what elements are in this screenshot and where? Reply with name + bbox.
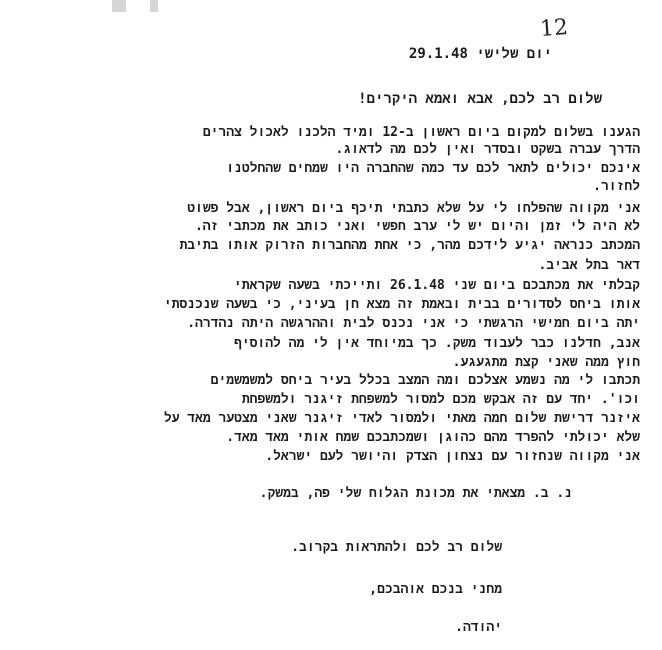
body-line: שלא יכולתי להפרד מהם כהוגן ושמכתבכם שמח אותי מאד מאד.: [226, 430, 640, 445]
body-line: אותו ביחס לסדורים בבית ובאמת זה מצא חן בעיני, כי בשעה שנכנסתי: [163, 297, 640, 312]
body-line: חוץ ממה שאני קצת מתגעגע.: [452, 355, 640, 370]
body-line: איזנר דרישת שלום חמה מאתי ולמסור לאדי זיגנר שאני מצטער מאד על: [163, 411, 640, 426]
body-line: יתה ביום חמישי הרגשתי כי אני נכנס לבית וההרגשה היתה נהדרה.: [187, 316, 640, 331]
body-line: אני מקווה שהפלחו לי על שלא כתבתי תיכף ביום ראשון, אבל פשוט: [187, 201, 640, 216]
body-line: הדרך עברה בשקט ובסדר ואין לכם מה לדאוג.: [335, 142, 640, 157]
body-line: אנב, חדלנו כבר לעבוד משק. כך במיוחד אין לי מה להוסיף: [234, 336, 640, 351]
body-line: לא היה לי זמן והיום יש לי ערב חפשי ואני כותב את מכתבי זה.: [194, 219, 640, 234]
body-line: המכתב כנראה יגיע לידכם מהר, כי אחת מהחברות הזרוק אותו בתיבת: [179, 238, 640, 253]
page-number: 12: [539, 15, 569, 42]
body-line: תכתבו לי מה נשמע אצלכם ומה המצב בכלל בעיר ביחס למשמשמים: [210, 373, 640, 388]
greeting: שלום רב לכם, אבא ואמא היקרים!: [358, 91, 602, 107]
body-line: קבלתי את מכתבכם ביום שני 26.1.48 ותייכתי בשעה שקראתי: [233, 278, 640, 293]
closing-line: שלום רב לכם ולהתראות בקרוב.: [291, 540, 502, 555]
body-line: דאר בתל אביב.: [538, 258, 640, 273]
closing-line: מחני בנכם אוהבכם,: [369, 582, 502, 597]
body-line: אינכם יכולים לתאר לכם עד כמה שהחברה היו שמחים שהחלטנו: [226, 161, 640, 176]
body-line: הגענו בשלום למקום ביום ראשון ב-12 ומיד הלכנו לאכול צהרים: [202, 125, 640, 140]
postscript-line: נ. ב. מצאתי את מכונת הגלוח שלי פה, במשק.: [259, 486, 572, 501]
body-line: לחזור.: [593, 179, 640, 194]
body-line: וכו'. יחד עם זה אבקש מכם למסור למשפחת זיגנר ולמשפחת: [241, 392, 640, 407]
scan-artifact: [112, 0, 126, 12]
date-line: יום שלישי 29.1.48: [408, 46, 552, 62]
scan-artifact: [150, 0, 158, 12]
body-line: אני מקווה שנחזור עם נצחון הצדק והיושר לעם ישראל.: [265, 449, 640, 464]
signature-line: יהודה.: [455, 620, 502, 635]
